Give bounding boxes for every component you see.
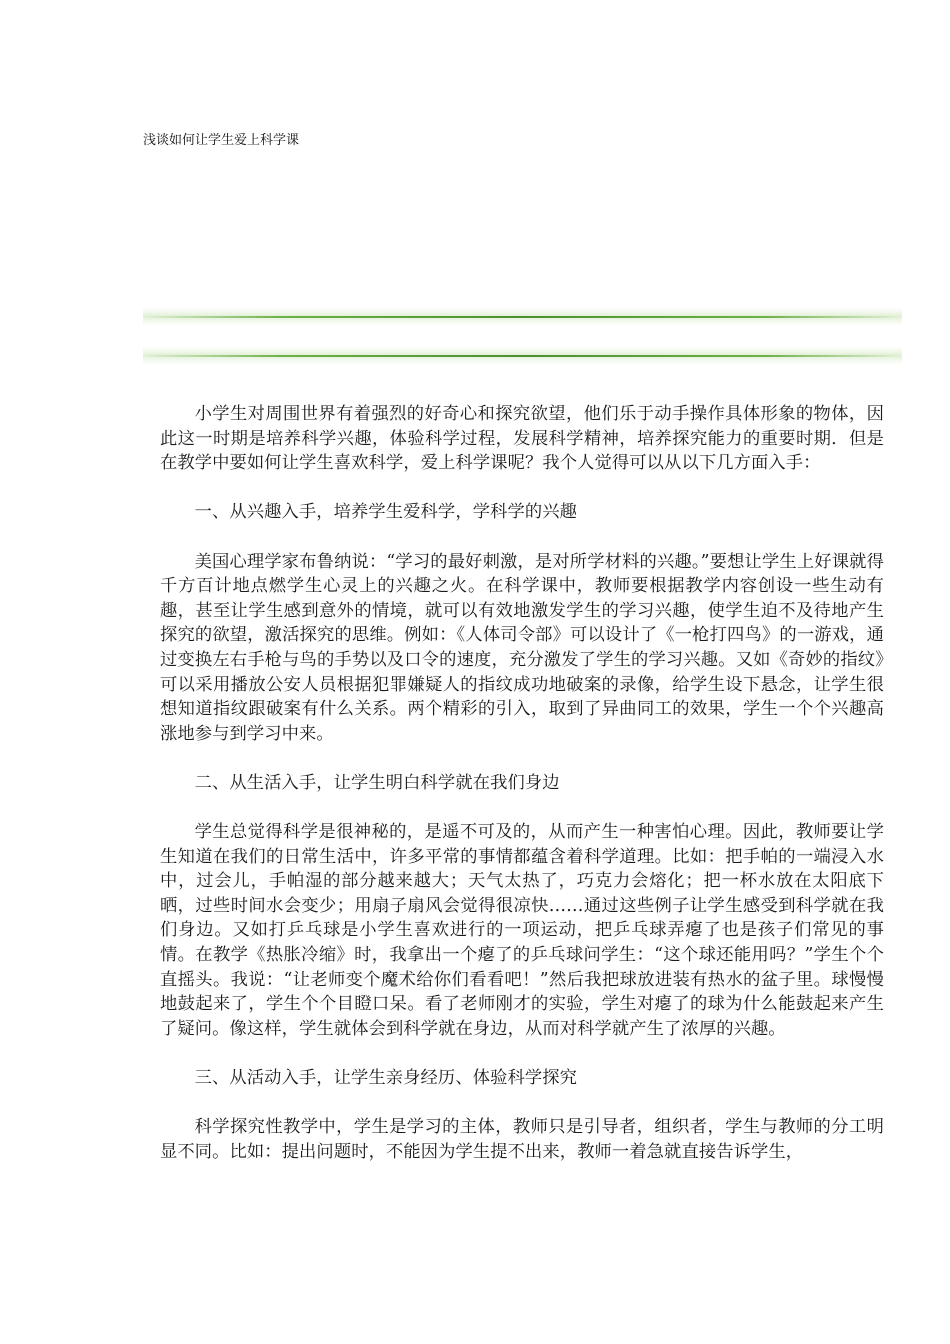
decorative-divider-top xyxy=(143,307,902,326)
section-1-paragraph: 美国心理学家布鲁纳说：“学习的最好刺激，是对所学材料的兴趣。”要想让学生上好课就得千方百计地点燃学生心灵上的兴趣之火。在科学课中，教师要根据教学内容创设一些生动有趣，甚至让学生感到意外的情境，就可以有效地激发学生的学习兴趣，使学生迫不及待地产生探究的欲望，激活探究的思维。例如：《人体司令部》可以设计了《一枪打四鸟》的一游戏，通过变换左右手枪与鸟的手势以及口令的速度，充分激发了学生的学习兴趣。又如《奇妙的指纹》可以采用播放公安人员根据犯罪嫌疑人的指纹成功地破案的录像，给学生设下悬念，让学生很想知道指纹跟破案有什么关系。两个精彩的引入，取到了异曲同工的效果，学生一个个兴趣高涨地参与到学习中来。 xyxy=(160,551,884,744)
article-body xyxy=(160,402,884,1189)
section-heading-2: 二、从生活入手，让学生明白科学就在我们身边 xyxy=(194,772,560,793)
section-3-paragraph: 科学探究性教学中，学生是学习的主体，教师只是引导者，组织者，学生与教师的分工明显不同。比如：提出问题时，不能因为学生提不出来，教师一着急就直接告诉学生， xyxy=(160,1117,884,1162)
section-heading-3: 三、从活动入手，让学生亲身经历、体验科学探究 xyxy=(194,1068,577,1089)
intro-paragraph: 小学生对周围世界有着强烈的好奇心和探究欲望，他们乐于动手操作具体形象的物体，因此这一时期是培养科学兴趣，体验科学过程，发展科学精神，培养探究能力的重要时期．但是在教学中要如何让学生喜欢科学，爱上科学课呢？我个人觉得可以从以下几方面入手： xyxy=(160,404,884,474)
section-heading-1: 一、从兴趣入手，培养学生爱科学，学科学的兴趣 xyxy=(194,502,577,523)
divider-rule xyxy=(143,355,902,357)
section-2-paragraph: 学生总觉得科学是很神秘的，是遥不可及的，从而产生一种害怕心理。因此，教师要让学生知道在我们的日常生活中，许多平常的事情都蕴含着科学道理。比如：把手帕的一端浸入水中，过会儿，手帕湿的部分越来越大；天气太热了，巧克力会熔化；把一杯水放在太阳底下晒，过些时间水会变少；用扇子扇风会觉得很凉快……通过这些例子让学生感受到科学就在我们身边。又如打乒乓球是小学生喜欢进行的一项运动，把乒乓球弄瘪了也是孩子们常见的事情。在教学《热胀冷缩》时，我拿出一个瘪了的乒乓球问学生：“这个球还能用吗？”学生个个直摇头。我说：“让老师变个魔术给你们看看吧！”然后我把球放进装有热水的盆子里。球慢慢地鼓起来了，学生个个目瞪口呆。看了老师刚才的实验，学生对瘪了的球为什么能鼓起来产生了疑问。像这样，学生就体会到科学就在身边，从而对科学就产生了浓厚的兴趣。 xyxy=(160,822,884,1039)
divider-rule xyxy=(143,316,902,318)
decorative-divider-bottom xyxy=(143,346,902,365)
document-title: 浅谈如何让学生爱上科学课 xyxy=(143,133,300,148)
